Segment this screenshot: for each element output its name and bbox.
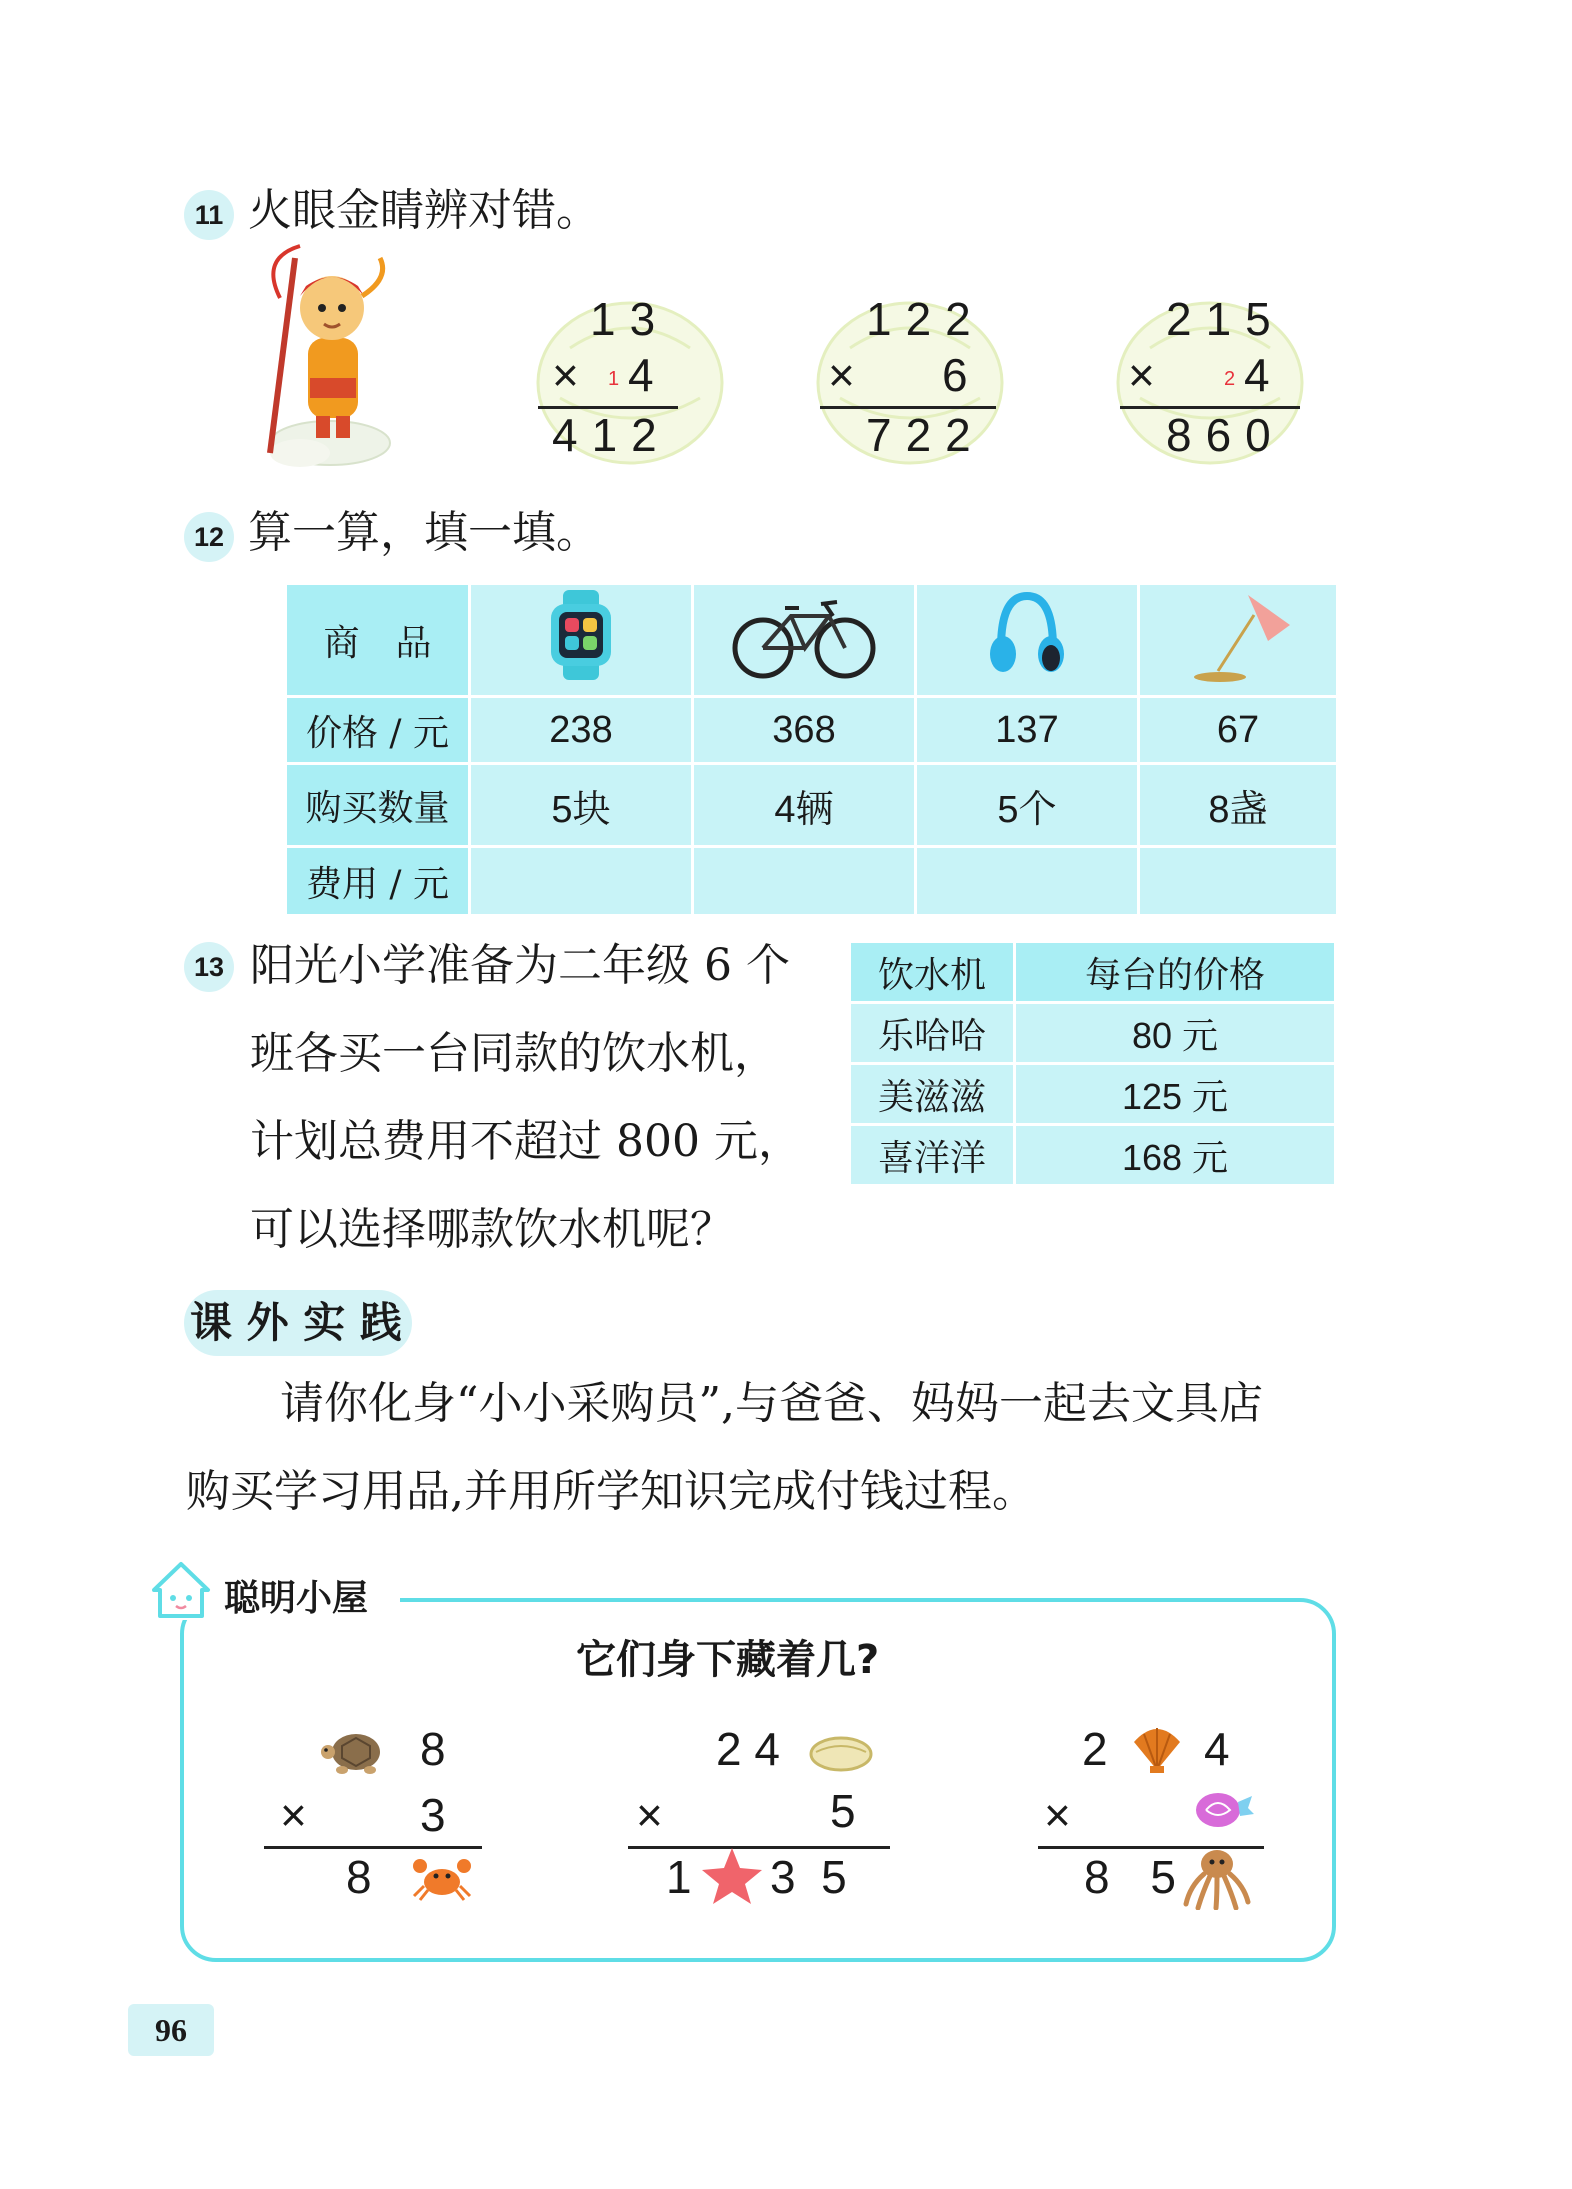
question-13-text	[250, 922, 840, 1274]
column-header: 饮水机	[851, 943, 1013, 1001]
row-label: 价格 / 元	[287, 698, 468, 762]
times-sign: ×	[636, 1789, 663, 1841]
goods-table	[284, 582, 1339, 917]
product: 412	[552, 409, 671, 461]
question-11-title: 火眼金睛辨对错。	[248, 185, 600, 236]
practice-line-1: 请你化身“小小采购员”,与爸爸、妈妈一起去文具店	[280, 1378, 1263, 1429]
table-row	[287, 698, 1336, 762]
question-number-11: 11	[184, 190, 234, 240]
multiplier: 4	[628, 349, 668, 401]
price-cell: 238	[471, 698, 691, 762]
monkey-king-illustration	[240, 238, 400, 473]
smartwatch-icon	[541, 590, 621, 680]
house-icon	[146, 1558, 216, 1622]
desk-lamp-icon	[1178, 585, 1298, 685]
row-label: 费用 / 元	[287, 848, 468, 914]
table-cell	[917, 585, 1137, 695]
problem-card	[530, 288, 730, 468]
question-number-12: 12	[184, 512, 234, 562]
product-digit: 8	[346, 1851, 372, 1903]
product: 722	[866, 409, 985, 461]
row-label: 商 品	[287, 585, 468, 695]
carry-digit: 2	[1224, 368, 1236, 390]
problem-card	[810, 288, 1010, 468]
practice-title: 课 外 实 践	[190, 1298, 402, 1347]
problem-card	[1110, 288, 1310, 468]
multiplier: 6	[942, 349, 982, 401]
times-sign: ×	[1128, 349, 1169, 401]
table-row	[851, 943, 1334, 1001]
multiplicand-digits: 2 4	[716, 1723, 780, 1775]
cost-input-cell[interactable]	[1140, 848, 1336, 914]
page-number: 96	[128, 2004, 214, 2056]
brand-name: 乐哈哈	[851, 1004, 1013, 1062]
table-row	[851, 1004, 1334, 1062]
water-dispenser-table	[848, 940, 1337, 1187]
table-row	[287, 848, 1336, 914]
quantity-cell: 5个	[917, 765, 1137, 845]
text-line: 班各买一台同款的饮水机，	[250, 1028, 778, 1079]
table-cell	[1140, 585, 1336, 695]
multiplier-digit: 3	[420, 1789, 446, 1841]
puzzle-header: 聪明小屋	[224, 1578, 369, 1619]
times-sign: ×	[828, 349, 869, 401]
text-line: 可以选择哪款饮水机呢？	[250, 1204, 734, 1255]
product-digit: 1	[666, 1851, 692, 1903]
starfish-icon	[700, 1846, 764, 1906]
multiplicand: 13	[590, 293, 670, 345]
carry-digit: 1	[608, 368, 620, 390]
product-digits: 8 5	[1084, 1851, 1190, 1903]
quantity-cell: 8盏	[1140, 765, 1336, 845]
octopus-icon	[1182, 1846, 1252, 1910]
headphones-icon	[987, 588, 1067, 683]
times-sign: ×	[280, 1789, 307, 1841]
table-row	[851, 1126, 1334, 1184]
multiplicand-digit: 8	[420, 1723, 446, 1775]
quantity-cell: 4辆	[694, 765, 914, 845]
column-header: 每台的价格	[1016, 943, 1334, 1001]
cost-input-cell[interactable]	[694, 848, 914, 914]
text-line: 计划总费用不超过 800 元，	[250, 1116, 802, 1167]
brand-price: 168 元	[1016, 1126, 1334, 1184]
product-digits: 3 5	[770, 1851, 847, 1903]
brand-price: 80 元	[1016, 1004, 1334, 1062]
bicycle-icon	[729, 590, 879, 680]
text-line: 阳光小学准备为二年级 6 个	[250, 940, 790, 991]
price-cell: 368	[694, 698, 914, 762]
table-row	[851, 1065, 1334, 1123]
multiplicand-digit: 2	[1082, 1723, 1108, 1775]
cost-input-cell[interactable]	[471, 848, 691, 914]
product: 860	[1166, 409, 1285, 461]
multiplier-digit: 5	[830, 1785, 856, 1837]
quantity-cell: 5块	[471, 765, 691, 845]
brand-name: 美滋滋	[851, 1065, 1013, 1123]
puzzle-question: 它们身下藏着几?	[576, 1637, 880, 1683]
cost-input-cell[interactable]	[917, 848, 1137, 914]
table-cell	[694, 585, 914, 695]
multiplicand: 122	[866, 293, 985, 345]
practice-line-2: 购买学习用品,并用所学知识完成付钱过程。	[186, 1466, 1036, 1517]
multiplicand-digit: 4	[1204, 1723, 1230, 1775]
price-cell: 137	[917, 698, 1137, 762]
table-cell	[471, 585, 691, 695]
brand-price: 125 元	[1016, 1065, 1334, 1123]
table-row	[287, 765, 1336, 845]
table-row	[287, 585, 1336, 695]
times-sign: ×	[1044, 1789, 1071, 1841]
brand-name: 喜洋洋	[851, 1126, 1013, 1184]
crab-icon	[410, 1852, 474, 1902]
turtle-icon	[318, 1722, 388, 1778]
multiplicand: 215	[1166, 293, 1285, 345]
times-sign: ×	[552, 349, 593, 401]
price-cell: 67	[1140, 698, 1336, 762]
question-12-title: 算一算，填一填。	[248, 507, 600, 558]
row-label: 购买数量	[287, 765, 468, 845]
multiplier: 4	[1244, 349, 1284, 401]
conch-icon	[1190, 1786, 1256, 1832]
divider-line	[264, 1846, 482, 1849]
question-number-13: 13	[184, 942, 234, 992]
clam-icon	[808, 1734, 874, 1774]
scallop-icon	[1130, 1722, 1184, 1774]
